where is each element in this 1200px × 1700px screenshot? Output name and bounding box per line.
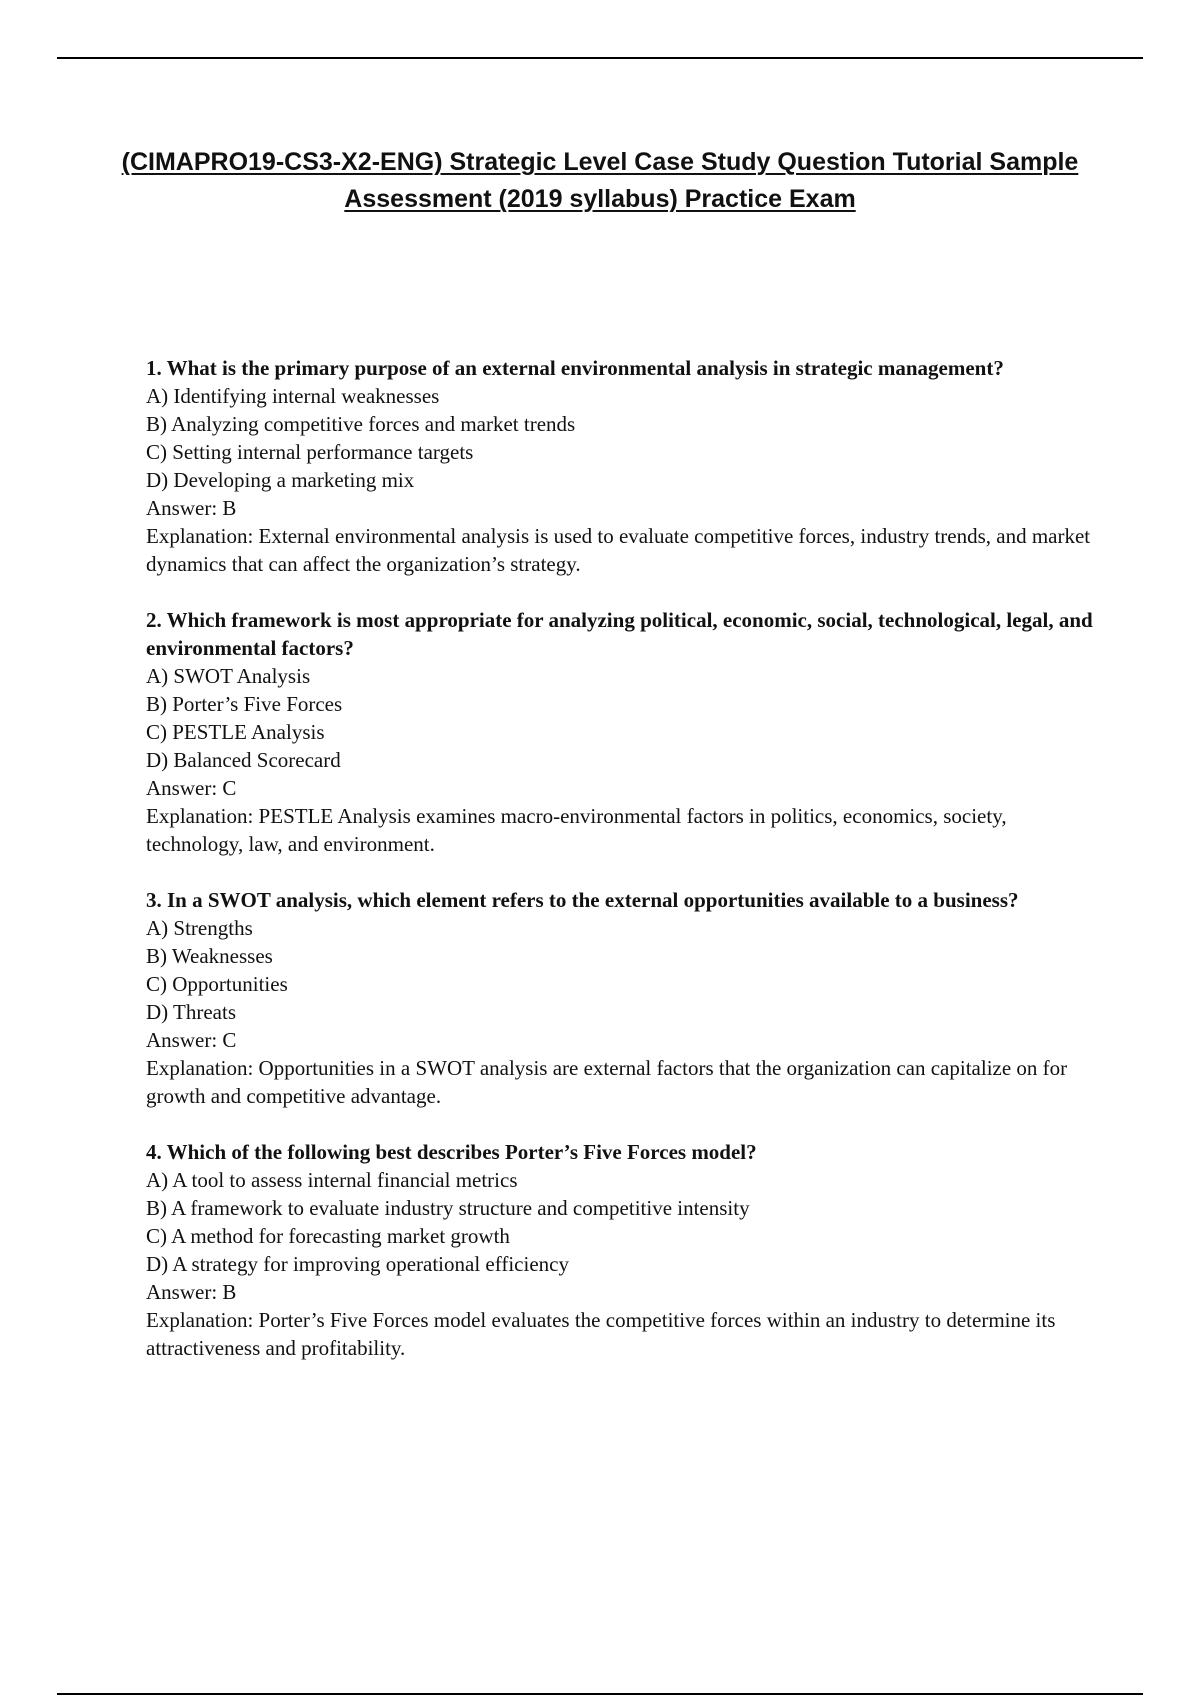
option-a: A) Identifying internal weaknesses bbox=[146, 384, 440, 408]
option-c: C) Opportunities bbox=[146, 972, 288, 996]
option-a: A) A tool to assess internal financial metrics bbox=[146, 1168, 518, 1192]
question-text: 1. What is the primary purpose of an external environmental analysis in strategic management? bbox=[146, 356, 1004, 380]
option-d: D) Developing a marketing mix bbox=[146, 468, 415, 492]
question-block-2 bbox=[146, 606, 1106, 858]
document-title bbox=[60, 144, 1140, 218]
question-list bbox=[146, 354, 1106, 1390]
explanation-text: Explanation: Opportunities in a SWOT analysis are external factors that the organization can capitalize on for growth and competitive advantage. bbox=[146, 1056, 1068, 1108]
option-c: C) Setting internal performance targets bbox=[146, 440, 474, 464]
option-c: C) PESTLE Analysis bbox=[146, 720, 325, 744]
explanation-text: Explanation: PESTLE Analysis examines macro-environmental factors in politics, economics, society, technology, law, and environment. bbox=[146, 804, 1007, 856]
option-d: D) A strategy for improving operational efficiency bbox=[146, 1252, 569, 1276]
option-b: B) A framework to evaluate industry structure and competitive intensity bbox=[146, 1196, 750, 1220]
question-text: 2. Which framework is most appropriate for analyzing political, economic, social, technological, legal, and environmental factors? bbox=[146, 608, 1093, 660]
option-a: A) Strengths bbox=[146, 916, 253, 940]
explanation-text: Explanation: External environmental analysis is used to evaluate competitive forces, industry trends, and market dynamics that can affect the organization’s strategy. bbox=[146, 524, 1091, 576]
explanation-text: Explanation: Porter’s Five Forces model evaluates the competitive forces within an industry to determine its attractiveness and profitability. bbox=[146, 1308, 1056, 1360]
answer-line: Answer: B bbox=[146, 496, 237, 520]
answer-line: Answer: B bbox=[146, 1280, 237, 1304]
question-block-1 bbox=[146, 354, 1106, 578]
option-d: D) Threats bbox=[146, 1000, 236, 1024]
answer-line: Answer: C bbox=[146, 1028, 237, 1052]
question-block-3 bbox=[146, 886, 1106, 1110]
option-b: B) Weaknesses bbox=[146, 944, 273, 968]
option-c: C) A method for forecasting market growth bbox=[146, 1224, 510, 1248]
bottom-rule bbox=[57, 1693, 1143, 1695]
option-d: D) Balanced Scorecard bbox=[146, 748, 341, 772]
top-rule bbox=[57, 57, 1143, 59]
document-title-line-2: Assessment (2019 syllabus) Practice Exam bbox=[344, 185, 856, 213]
question-block-4 bbox=[146, 1138, 1106, 1362]
answer-line: Answer: C bbox=[146, 776, 237, 800]
question-text: 4. Which of the following best describes Porter’s Five Forces model? bbox=[146, 1140, 757, 1164]
option-b: B) Analyzing competitive forces and market trends bbox=[146, 412, 576, 436]
document-title-line-1: (CIMAPRO19-CS3-X2-ENG) Strategic Level Case Study Question Tutorial Sample bbox=[121, 148, 1079, 176]
option-a: A) SWOT Analysis bbox=[146, 664, 311, 688]
question-text: 3. In a SWOT analysis, which element refers to the external opportunities available to a business? bbox=[146, 888, 1019, 912]
option-b: B) Porter’s Five Forces bbox=[146, 692, 343, 716]
